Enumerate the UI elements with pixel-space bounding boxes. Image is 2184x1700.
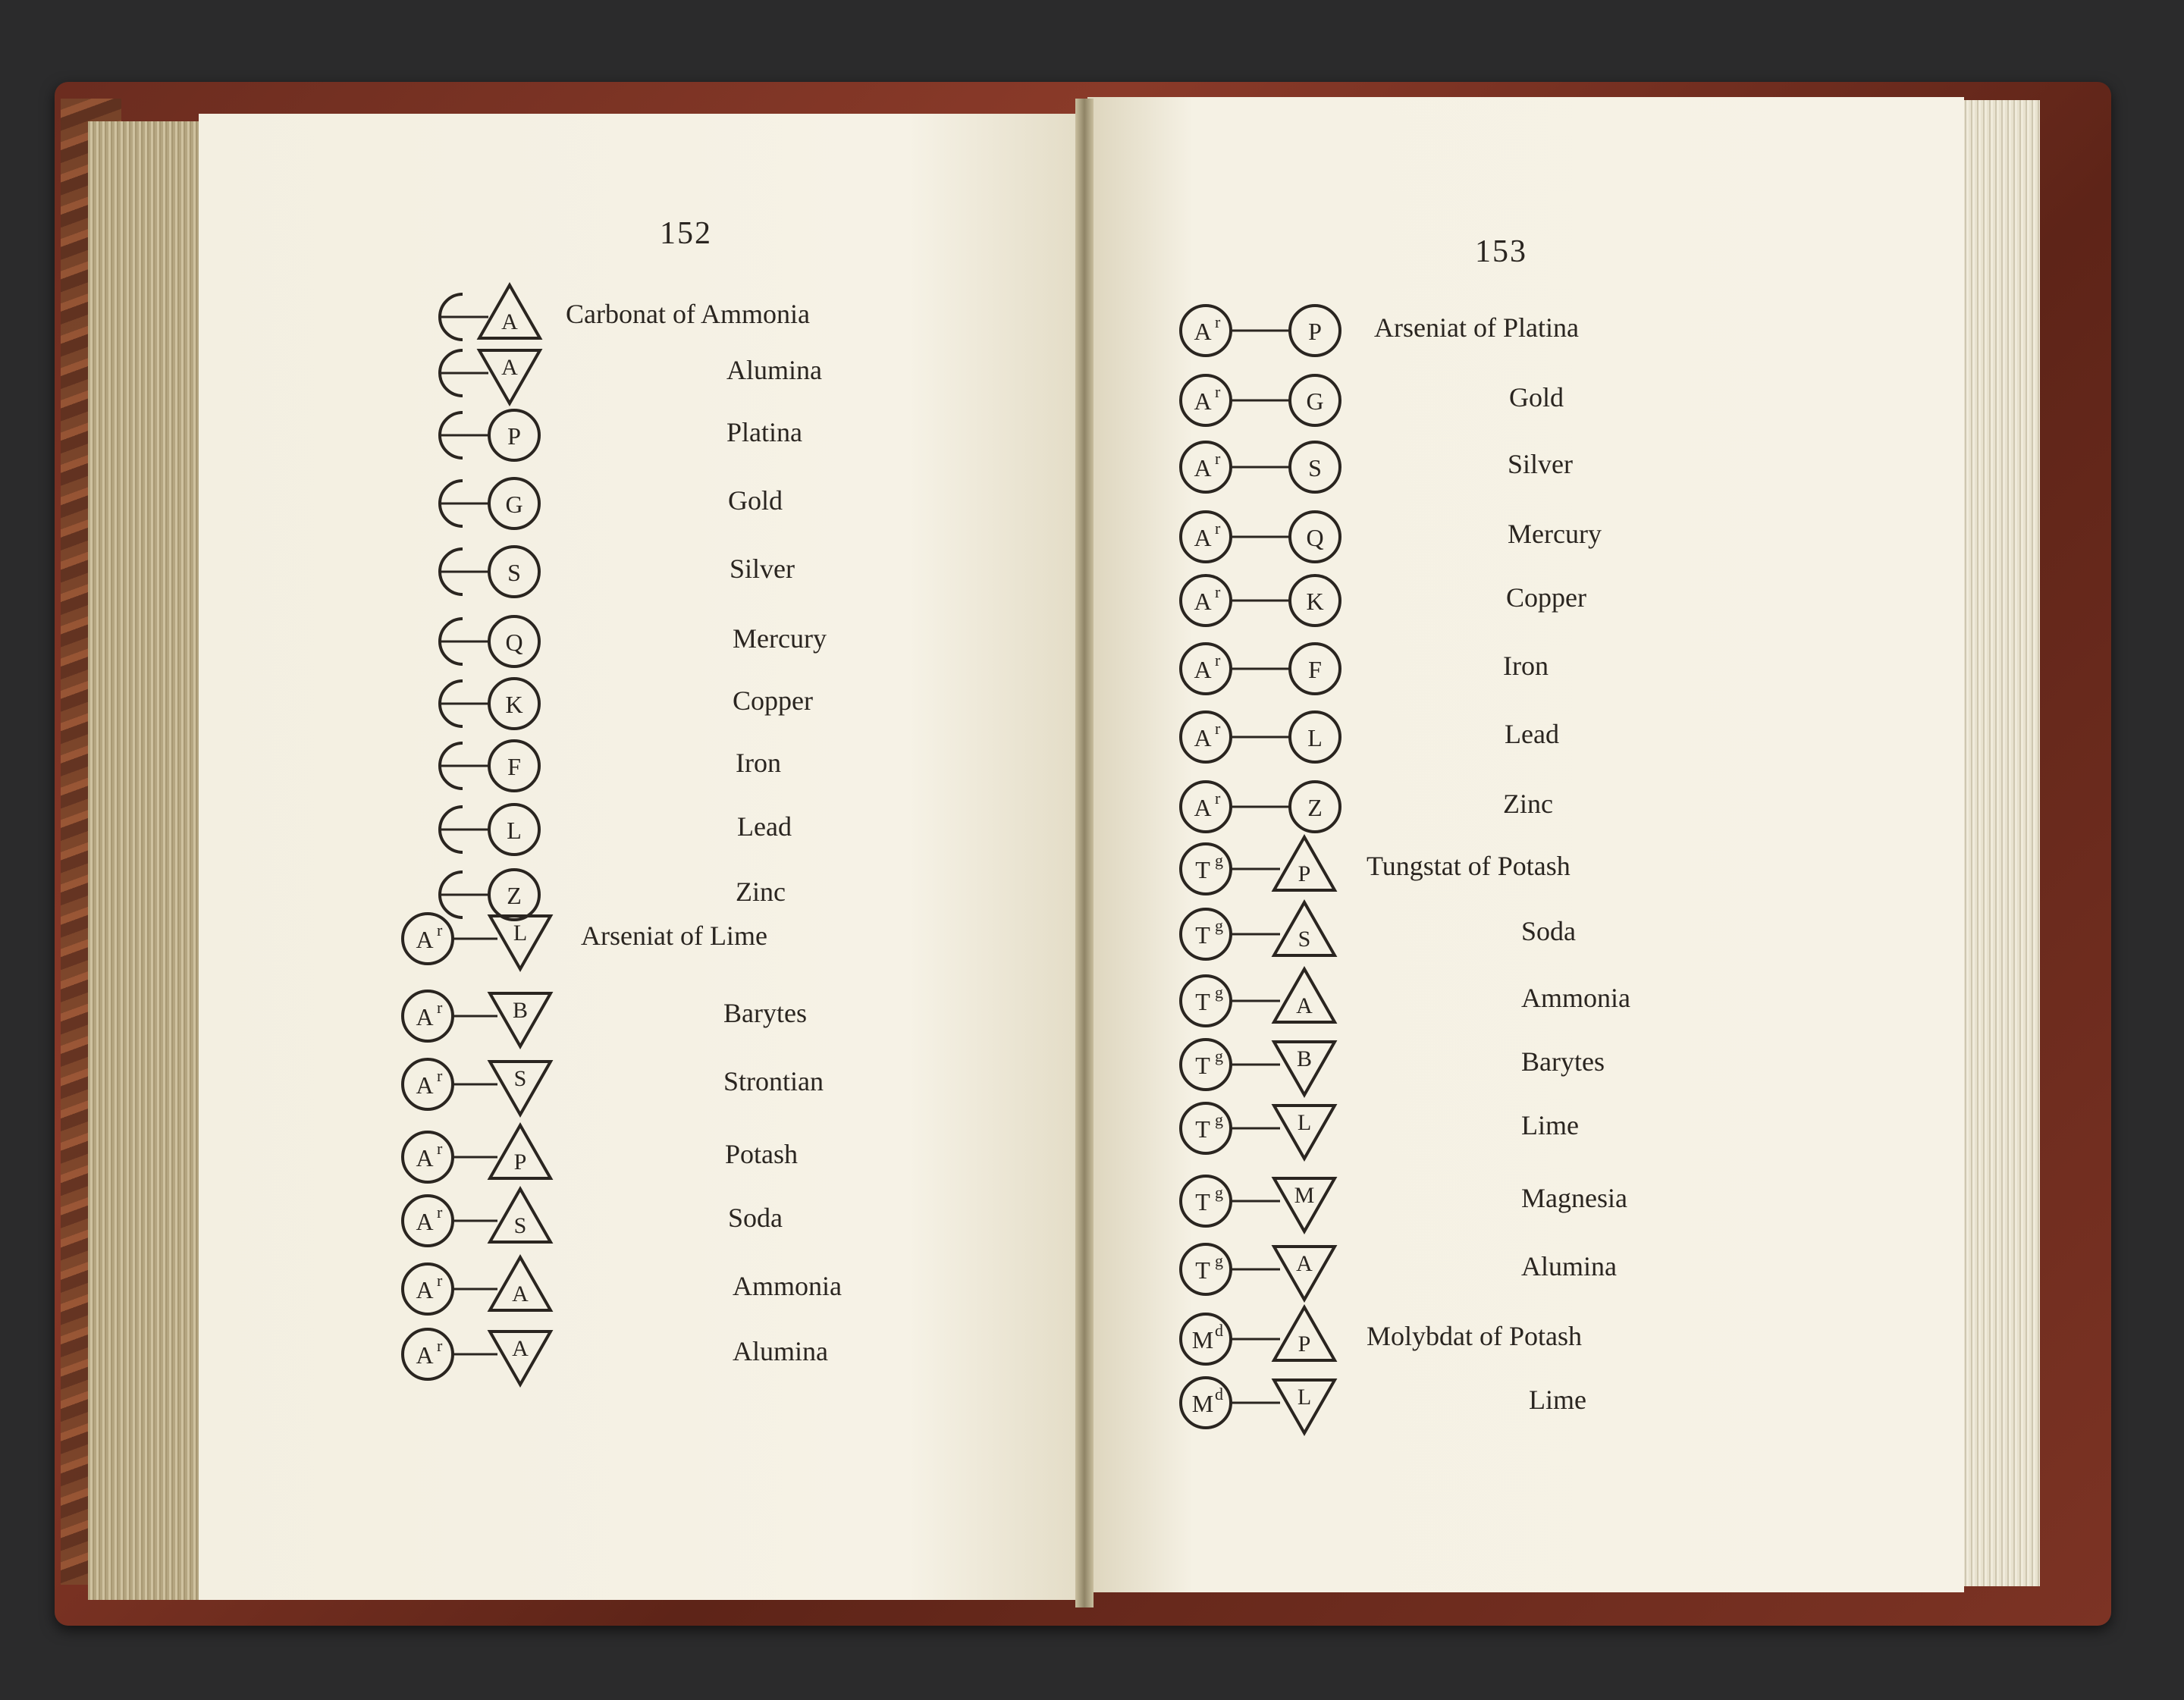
entry-label: Soda (1521, 916, 1576, 946)
entry-label: Lead (737, 811, 792, 842)
entry-label: Copper (733, 685, 813, 716)
symbol-superscript: r (1215, 582, 1221, 601)
symbol-letter: A (1194, 588, 1212, 615)
entry-label: Mercury (1508, 519, 1602, 549)
symbol-group (1181, 576, 1340, 626)
symbol-group (1181, 969, 1335, 1026)
symbol-group (440, 679, 539, 729)
symbol-letter: L (513, 921, 528, 946)
symbol-letter: A (416, 1341, 434, 1369)
symbol-letter: A (1296, 993, 1313, 1018)
symbol-superscript: r (437, 1139, 443, 1158)
symbol-letter: Q (505, 629, 523, 656)
symbol-letter: A (1194, 318, 1212, 345)
symbol-letter: P (513, 1150, 527, 1175)
symbol-group (1181, 1307, 1335, 1364)
symbol-superscript: r (1215, 651, 1221, 670)
symbol-letter: K (1306, 588, 1324, 615)
symbol-superscript: g (1215, 1251, 1223, 1270)
entry-label: Ammonia (1521, 983, 1630, 1013)
symbol-letter: A (1194, 656, 1212, 683)
page-number-right: 153 (1475, 234, 1527, 269)
entry-label: Tungstat of Potash (1367, 851, 1571, 881)
symbol-group (1181, 1103, 1335, 1159)
entry-label: Silver (730, 554, 795, 584)
entry-label: Barytes (723, 998, 807, 1028)
symbol-letter: A (416, 1003, 434, 1030)
entry-label: Carbonat of Ammonia (566, 299, 810, 329)
symbol-letter: P (507, 422, 521, 450)
symbol-letter: A (1194, 794, 1212, 821)
entry-label: Gold (728, 485, 783, 516)
symbol-group (403, 1059, 551, 1115)
entry-label: Potash (725, 1139, 799, 1169)
symbol-letter: S (1298, 927, 1311, 952)
symbol-letter: T (1195, 1188, 1210, 1215)
entry-label: Barytes (1521, 1046, 1605, 1077)
entry-label: Platina (726, 417, 802, 447)
symbol-letter: Z (507, 882, 522, 909)
symbol-letter: L (1307, 724, 1323, 751)
symbol-superscript: d (1215, 1321, 1223, 1340)
symbol-group (440, 616, 539, 667)
entry-label: Alumina (733, 1336, 828, 1366)
symbol-letter: A (1194, 524, 1212, 551)
entry-label: Alumina (726, 355, 822, 385)
symbol-letter: S (507, 559, 521, 586)
symbol-letter: A (1296, 1251, 1313, 1276)
symbol-group (1181, 644, 1340, 694)
symbol-superscript: g (1215, 1183, 1223, 1202)
symbol-group (1181, 375, 1340, 425)
symbol-superscript: g (1215, 1110, 1223, 1129)
entry-label: Magnesia (1521, 1183, 1627, 1213)
entry-label: Soda (728, 1203, 783, 1233)
symbol-group (440, 350, 540, 403)
symbol-superscript: r (1215, 312, 1221, 331)
symbol-letter: A (416, 1144, 434, 1171)
symbol-letter: M (1294, 1183, 1315, 1208)
symbol-letter: T (1195, 1052, 1210, 1079)
entry-label: Copper (1506, 582, 1586, 613)
entry-label: Zinc (1503, 789, 1553, 819)
symbol-letter: F (1308, 656, 1322, 683)
symbol-group (403, 914, 551, 969)
symbol-group (440, 870, 539, 920)
symbol-superscript: d (1215, 1385, 1223, 1404)
symbol-group (403, 1329, 551, 1385)
symbol-group (1181, 1378, 1335, 1433)
entry-label: Alumina (1521, 1251, 1617, 1281)
symbol-group (440, 478, 539, 529)
symbol-group (440, 547, 539, 597)
symbol-group (440, 805, 539, 855)
entry-label: Gold (1509, 382, 1564, 412)
symbol-letter: T (1195, 1256, 1210, 1284)
symbol-letter: Z (1307, 794, 1323, 821)
symbol-superscript: r (1215, 519, 1221, 538)
symbol-letter: M (1191, 1390, 1214, 1417)
entry-label: Molybdat of Potash (1367, 1321, 1582, 1351)
symbol-letter: S (1308, 454, 1322, 481)
symbol-letter: S (513, 1066, 527, 1091)
symbol-letter: A (416, 1071, 434, 1099)
symbol-letter: L (507, 817, 522, 844)
symbol-letter: P (1308, 318, 1322, 345)
entry-label: Strontian (723, 1066, 824, 1096)
symbol-group (1181, 1244, 1335, 1300)
symbol-letter: T (1195, 988, 1210, 1015)
symbol-letter: T (1195, 856, 1210, 883)
symbol-group (1181, 902, 1335, 959)
symbol-group (1181, 512, 1340, 562)
symbol-letter: B (512, 998, 529, 1023)
page-number-left: 152 (660, 216, 712, 251)
symbol-superscript: r (1215, 449, 1221, 468)
symbol-letter: A (1194, 454, 1212, 481)
symbol-group (1181, 782, 1340, 832)
symbol-group (1181, 837, 1335, 894)
symbol-letter: T (1195, 1115, 1210, 1143)
symbol-superscript: g (1215, 983, 1223, 1002)
symbol-letter: L (1297, 1385, 1312, 1410)
symbol-letter: Q (1306, 524, 1324, 551)
symbol-letter: K (505, 691, 523, 718)
symbol-group (403, 991, 551, 1046)
symbol-letter: A (1194, 724, 1212, 751)
symbol-letter: M (1191, 1326, 1214, 1353)
symbol-group (1181, 1176, 1335, 1231)
symbol-letter: L (1297, 1110, 1312, 1135)
symbol-group (1181, 442, 1340, 492)
symbol-letter: B (1296, 1046, 1313, 1071)
symbol-group (1181, 306, 1340, 356)
symbol-group (403, 1257, 551, 1314)
symbol-letter: F (507, 753, 521, 780)
symbol-group (440, 285, 540, 340)
symbol-letter: A (501, 309, 518, 334)
symbol-letter: G (505, 491, 523, 518)
symbol-group (1181, 712, 1340, 762)
symbol-superscript: r (1215, 719, 1221, 738)
symbol-superscript: g (1215, 1046, 1223, 1065)
symbol-letter: A (416, 1208, 434, 1235)
entry-label: Iron (1503, 651, 1549, 681)
symbol-group (1181, 1040, 1335, 1095)
entry-label: Mercury (733, 623, 827, 654)
entry-label: Arseniat of Lime (581, 921, 767, 951)
symbol-letter: A (512, 1281, 529, 1306)
entry-label: Lime (1529, 1385, 1586, 1415)
symbol-group (440, 410, 539, 460)
symbol-superscript: r (1215, 789, 1221, 808)
symbol-superscript: r (1215, 382, 1221, 401)
symbol-letter: A (1194, 387, 1212, 415)
symbol-letter: A (512, 1336, 529, 1361)
symbol-superscript: r (437, 1203, 443, 1222)
symbol-letter: A (501, 355, 518, 380)
entry-label: Lead (1505, 719, 1559, 749)
symbol-letter: A (416, 926, 434, 953)
symbol-letter: P (1298, 1331, 1311, 1357)
entry-label: Iron (736, 748, 781, 778)
symbol-letter: S (513, 1213, 527, 1238)
symbol-letter: P (1298, 861, 1311, 886)
symbol-superscript: r (437, 998, 443, 1017)
symbol-letter: A (416, 1276, 434, 1303)
symbol-superscript: g (1215, 851, 1223, 870)
entry-label: Zinc (736, 877, 786, 907)
symbol-superscript: r (437, 921, 443, 939)
symbol-letter: G (1306, 387, 1324, 415)
symbol-superscript: r (437, 1336, 443, 1355)
entry-label: Lime (1521, 1110, 1579, 1140)
symbol-superscript: r (437, 1271, 443, 1290)
symbol-group (403, 1189, 551, 1246)
symbol-letter: T (1195, 921, 1210, 949)
symbol-group (440, 741, 539, 791)
symbol-superscript: g (1215, 916, 1223, 935)
symbol-superscript: r (437, 1066, 443, 1085)
entry-label: Arseniat of Platina (1374, 312, 1579, 343)
entry-label: Ammonia (733, 1271, 842, 1301)
entry-label: Silver (1508, 449, 1573, 479)
symbol-group (403, 1125, 551, 1182)
